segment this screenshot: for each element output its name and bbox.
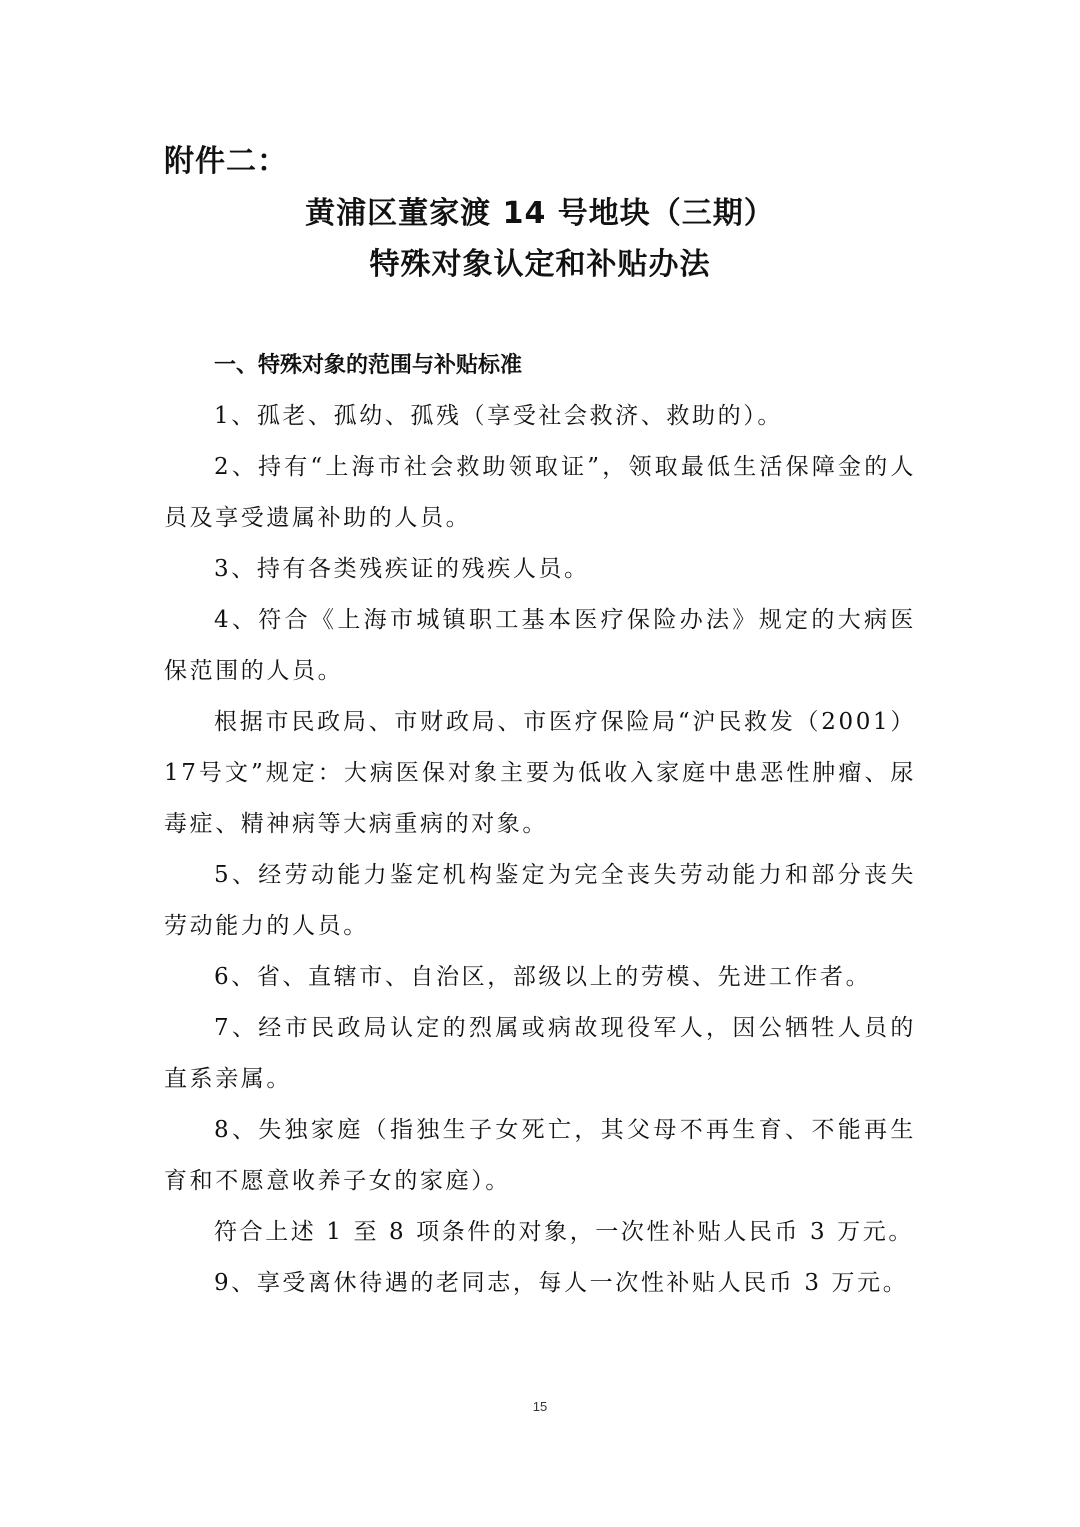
document-title-line-1: 黄浦区董家渡 14 号地块（三期）	[305, 196, 775, 231]
page-number: 15	[532, 1399, 548, 1414]
paragraph-subsidy-note: 符合上述 1 至 8 项条件的对象，一次性补贴人民币 3 万元。	[214, 1219, 914, 1245]
paragraph-item-5: 5、经劳动能力鉴定机构鉴定为完全丧失劳动能力和部分丧失劳动能力的人员。	[164, 862, 916, 939]
document-title-line-2: 特殊对象认定和补贴办法	[369, 247, 711, 282]
paragraph-item-4-note: 根据市民政局、市财政局、市医疗保险局“沪民救发（2001）17号文”规定：大病医保对象主要为低收入家庭中患恶性肿瘤、尿毒症、精神病等大病重病的对象。	[164, 709, 916, 837]
body-text	[164, 391, 916, 1309]
attachment-label: 附件二：	[164, 144, 288, 179]
paragraph-item-3: 3、持有各类残疾证的残疾人员。	[214, 556, 590, 582]
paragraph-item-6: 6、省、直辖市、自治区，部级以上的劳模、先进工作者。	[214, 964, 872, 990]
paragraph-item-1: 1、孤老、孤幼、孤残（享受社会救济、救助的）。	[214, 403, 783, 429]
paragraph-item-9: 9、享受离休待遇的老同志，每人一次性补贴人民币 3 万元。	[214, 1270, 909, 1296]
paragraph-item-4: 4、符合《上海市城镇职工基本医疗保险办法》规定的大病医保范围的人员。	[164, 607, 916, 684]
paragraph-item-2: 2、持有“上海市社会救助领取证”，领取最低生活保障金的人员及享受遗属补助的人员。	[164, 454, 916, 531]
section-heading: 一、特殊对象的范围与补贴标准	[214, 353, 523, 378]
paragraph-item-8: 8、失独家庭（指独生子女死亡，其父母不再生育、不能再生育和不愿意收养子女的家庭）。	[164, 1117, 916, 1194]
paragraph-item-7: 7、经市民政局认定的烈属或病故现役军人，因公牺牲人员的直系亲属。	[164, 1015, 916, 1092]
